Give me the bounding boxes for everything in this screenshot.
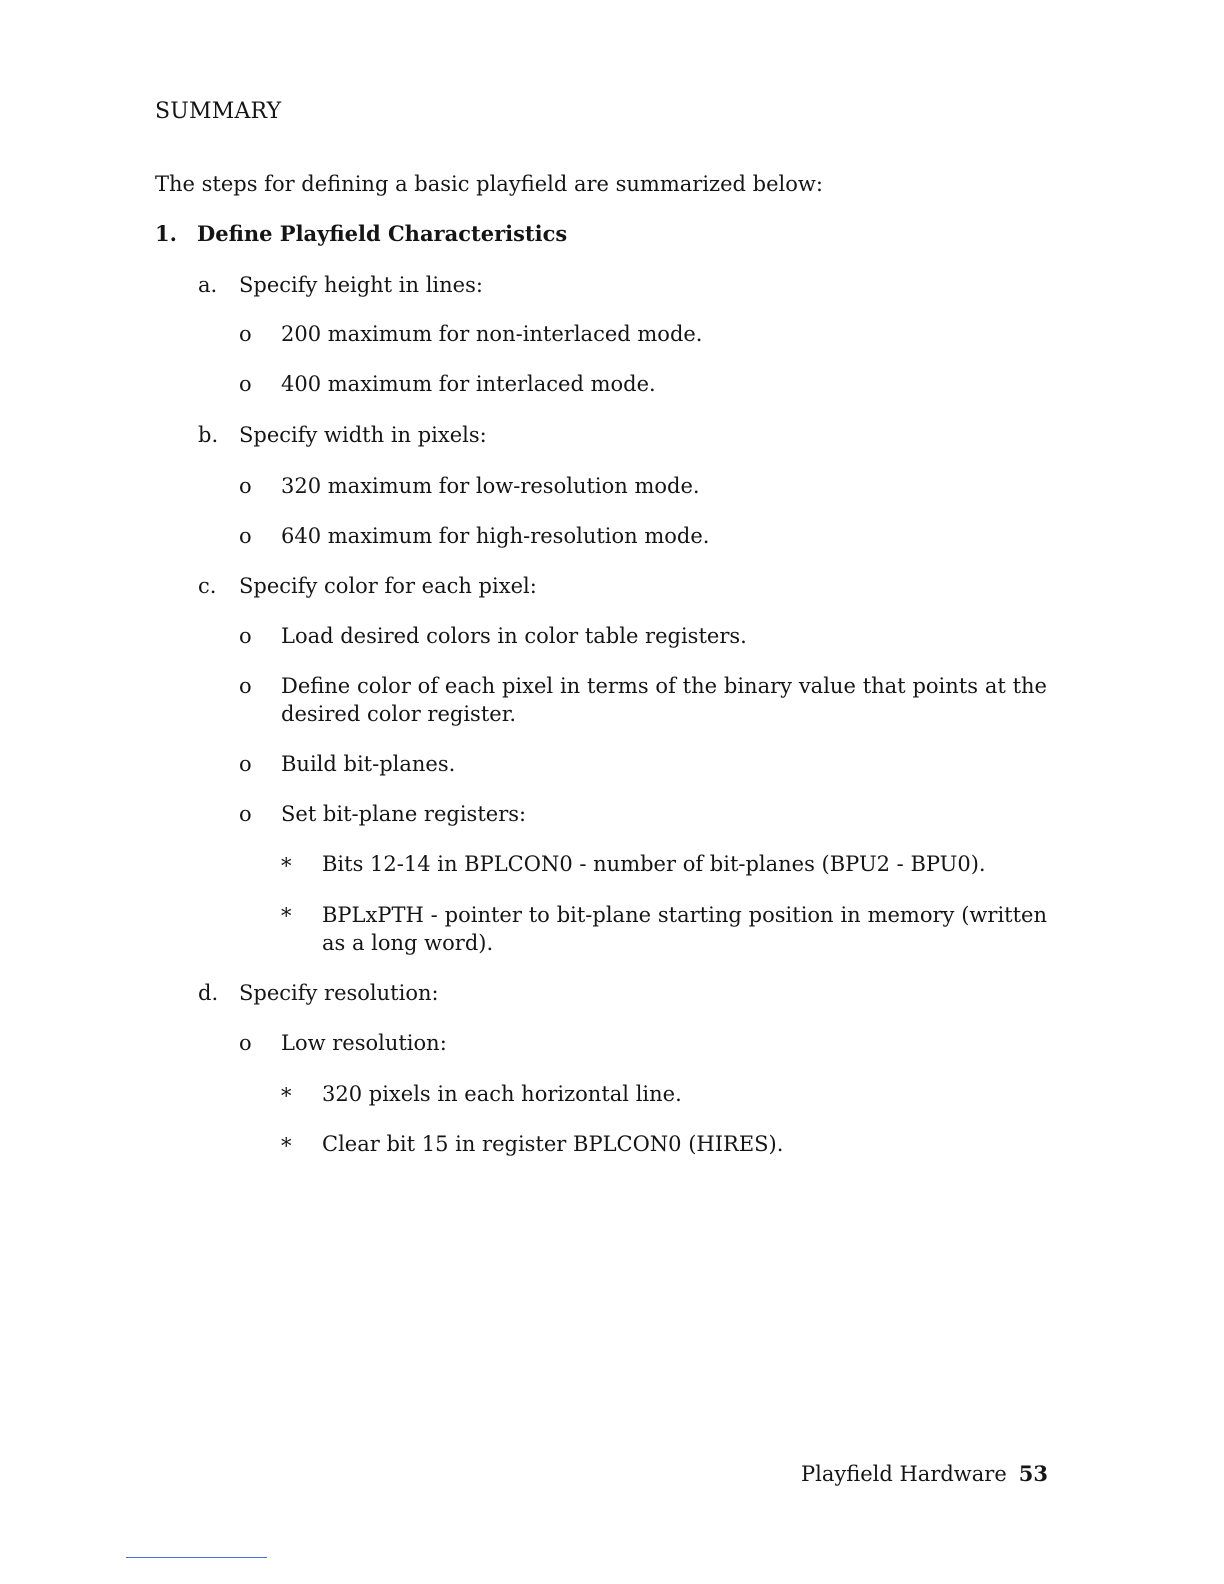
step-c-item: Load desired colors in color table registers. <box>281 624 747 648</box>
section-heading: SUMMARY <box>155 99 282 124</box>
page-number: 53 <box>1018 1461 1048 1486</box>
star-bullet-icon: * <box>281 1134 292 1158</box>
section-number: 1. <box>155 221 177 246</box>
step-c-item: Define color of each pixel in terms of the binary value that points at the desired color register. <box>281 674 1047 726</box>
bullet-icon: o <box>239 474 252 498</box>
bullet-icon: o <box>239 674 252 698</box>
step-d-item: Low resolution: <box>281 1031 447 1055</box>
page-footer <box>801 1460 1048 1488</box>
step-d-subitem: 320 pixels in each horizontal line. <box>322 1082 682 1106</box>
bullet-icon: o <box>239 802 252 826</box>
footer-label: Playfield Hardware <box>800 1462 1007 1486</box>
bullet-icon: o <box>239 624 252 648</box>
step-a-item: 200 maximum for non-interlaced mode. <box>281 322 703 346</box>
bullet-icon: o <box>239 752 252 776</box>
step-b-marker: b. <box>198 423 219 447</box>
star-bullet-icon: * <box>281 854 292 878</box>
step-b-item: 320 maximum for low-resolution mode. <box>281 474 700 498</box>
step-d-text: Specify resolution: <box>239 981 439 1005</box>
step-c-subitem: Bits 12-14 in BPLCON0 - number of bit-planes (BPU2 - BPU0). <box>322 852 986 876</box>
intro-text: The steps for defining a basic playfield are summarized below: <box>155 172 823 196</box>
step-a-text: Specify height in lines: <box>239 273 483 297</box>
step-a-item: 400 maximum for interlaced mode. <box>281 372 656 396</box>
star-bullet-icon: * <box>281 1084 292 1108</box>
section-title: Define Playfield Characteristics <box>197 221 568 246</box>
bullet-icon: o <box>239 524 252 548</box>
bullet-icon: o <box>239 1031 252 1055</box>
step-c-item: Set bit-plane registers: <box>281 802 527 826</box>
step-a-marker: a. <box>198 273 218 297</box>
step-c-item: Build bit-planes. <box>281 752 456 776</box>
step-c-subitem: BPLxPTH - pointer to bit-plane starting position in memory (written as a long word). <box>322 903 1047 955</box>
step-d-marker: d. <box>198 981 219 1005</box>
bullet-icon: o <box>239 372 252 396</box>
step-c-marker: c. <box>198 574 217 598</box>
step-b-text: Specify width in pixels: <box>239 423 487 447</box>
step-b-item: 640 maximum for high-resolution mode. <box>281 524 710 548</box>
step-c-text: Specify color for each pixel: <box>239 574 537 598</box>
step-d-subitem: Clear bit 15 in register BPLCON0 (HIRES). <box>322 1132 784 1156</box>
star-bullet-icon: * <box>281 904 292 928</box>
divider-line <box>126 1557 267 1558</box>
bullet-icon: o <box>239 322 252 346</box>
